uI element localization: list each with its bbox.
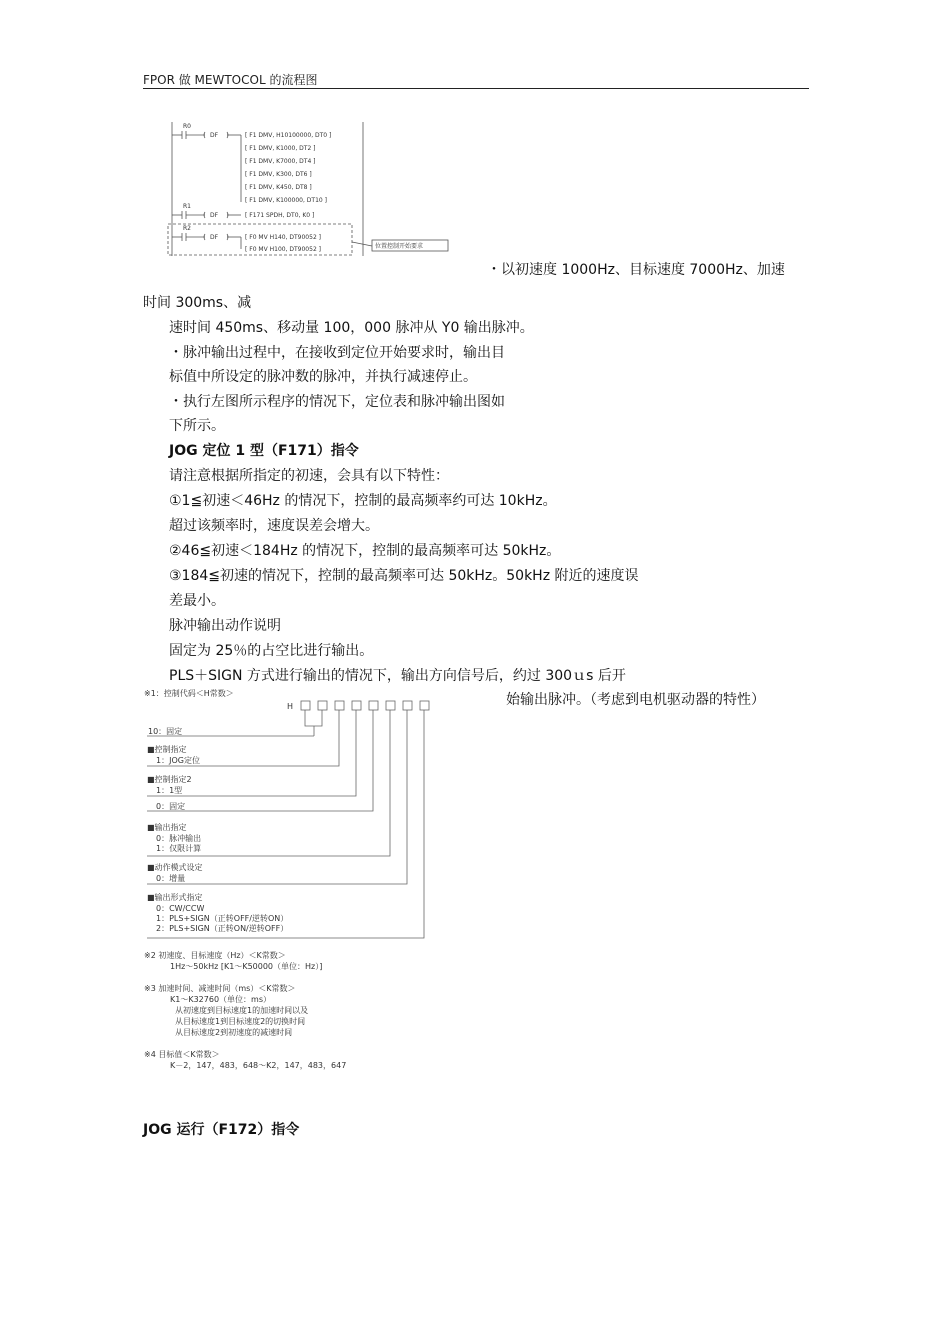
group-item: 0：CW/CCW [156, 904, 205, 913]
body-line: 标值中所设定的脉冲数的脉冲，并执行减速停止。 [169, 369, 477, 385]
body-line: 请注意根据所指定的初速，会具有以下特性： [169, 468, 449, 484]
body-line: 下所示。 [169, 418, 225, 434]
note2-detail: 1Hz～50kHz [K1～K50000（单位：Hz）] [170, 962, 323, 971]
body-line: 超过该频率时，速度误差会增大。 [169, 518, 379, 534]
contact-r1-label: R1 [183, 203, 191, 210]
body-line: ③184≦初速的情况下，控制的最高频率可达 50kHz。50kHz 附近的速度误 [169, 568, 639, 584]
note3-detail: 从初速度到目标速度1的加速时间以及 [175, 1006, 309, 1015]
body-line: ・脉冲输出过程中，在接收到定位开始要求时，输出目 [169, 345, 505, 361]
control-code-diagram [142, 684, 442, 1076]
group-item: 0：增量 [156, 874, 186, 883]
section-heading: JOG 定位 1 型（F171）指令 [169, 443, 359, 459]
ladder-instruction: [ F0 MV H140, DT90052 ] [245, 234, 322, 241]
ladder-instruction: [ F171 SPDH, DT0, K0 ] [245, 212, 315, 219]
fixed-10: 10：固定 [148, 727, 183, 736]
body-line: 时间 300ms、减 [143, 295, 252, 311]
df-label: DF [210, 234, 219, 241]
body-line: 速时间 450ms、移动量 100，000 脉冲从 Y0 输出脉冲。 [169, 320, 534, 336]
group-item: 1：JOG定位 [156, 756, 200, 765]
group-item: 2：PLS+SIGN（正转ON/逆转OFF） [156, 924, 289, 933]
body-line: ①1≦初速＜46Hz 的情况下，控制的最高频率约可达 10kHz。 [169, 493, 557, 509]
header-rule [143, 88, 809, 89]
section-heading: JOG 运行（F172）指令 [143, 1122, 300, 1138]
note3-detail: K1～K32760（单位：ms） [170, 995, 271, 1004]
contact-r2-label: R2 [183, 225, 191, 232]
ladder-instruction: [ F1 DMV, H10100000, DT0 ] [245, 132, 332, 139]
group-title: ■动作模式设定 [147, 863, 203, 872]
contact-r0-label: R0 [183, 123, 191, 130]
body-line: ・以初速度 1000Hz、目标速度 7000Hz、加速 [487, 262, 785, 278]
note1: ※1：控制代码＜H常数＞ [144, 689, 234, 698]
fixed-0: 0：固定 [156, 802, 186, 811]
group-item: 1：PLS+SIGN（正转OFF/逆转ON） [156, 914, 289, 923]
ladder-instruction: [ F1 DMV, K7000, DT4 ] [245, 158, 316, 165]
df-label: DF [210, 132, 219, 139]
callout-label: 位置控制开始要求 [375, 243, 424, 250]
group-title: ■输出形式指定 [147, 893, 203, 902]
ladder-instruction: [ F1 DMV, K100000, DT10 ] [245, 197, 327, 204]
group-title: ■输出指定 [147, 823, 187, 832]
note4-detail: K－2，147，483，648～K2，147，483，647 [170, 1061, 347, 1070]
group-title: ■控制指定2 [147, 775, 192, 784]
body-line: 脉冲输出动作说明 [169, 618, 281, 634]
note3-detail: 从目标速度2到初速度的减速时间 [175, 1028, 293, 1037]
body-line: ・执行左图所示程序的情况下，定位表和脉冲输出图如 [169, 394, 505, 410]
group-item: 1：1型 [156, 786, 183, 795]
note3: ※3 加速时间、减速时间（ms）＜K常数＞ [144, 984, 296, 993]
h-prefix: H [287, 702, 294, 711]
body-line: PLS＋SIGN 方式进行输出的情况下，输出方向信号后，约过 300ｕs 后开 [169, 668, 626, 684]
body-line: 固定为 25％的占空比进行输出。 [169, 643, 374, 659]
body-line: ②46≦初速＜184Hz 的情况下，控制的最高频率可达 50kHz。 [169, 543, 561, 559]
ladder-instruction: [ F1 DMV, K1000, DT2 ] [245, 145, 316, 152]
ladder-diagram [165, 118, 465, 258]
ladder-instruction: [ F0 MV H100, DT90052 ] [245, 246, 322, 253]
body-line: 始输出脉冲。（考虑到电机驱动器的特性） [506, 692, 765, 708]
body-line: 差最小。 [169, 593, 225, 609]
ladder-instruction: [ F1 DMV, K450, DT8 ] [245, 184, 312, 191]
group-title: ■控制指定 [147, 745, 187, 754]
group-item: 0：脉冲输出 [156, 834, 202, 843]
ladder-instruction: [ F1 DMV, K300, DT6 ] [245, 171, 312, 178]
note2: ※2 初速度、目标速度（Hz）＜K常数＞ [144, 951, 286, 960]
note3-detail: 从目标速度1到目标速度2的切换时间 [175, 1017, 306, 1026]
df-label: DF [210, 212, 219, 219]
page-header: FPOR 做 MEWTOCOL 的流程图 [143, 73, 318, 87]
group-item: 1：仅限计算 [156, 844, 202, 853]
note4: ※4 目标值＜K常数＞ [144, 1050, 220, 1059]
